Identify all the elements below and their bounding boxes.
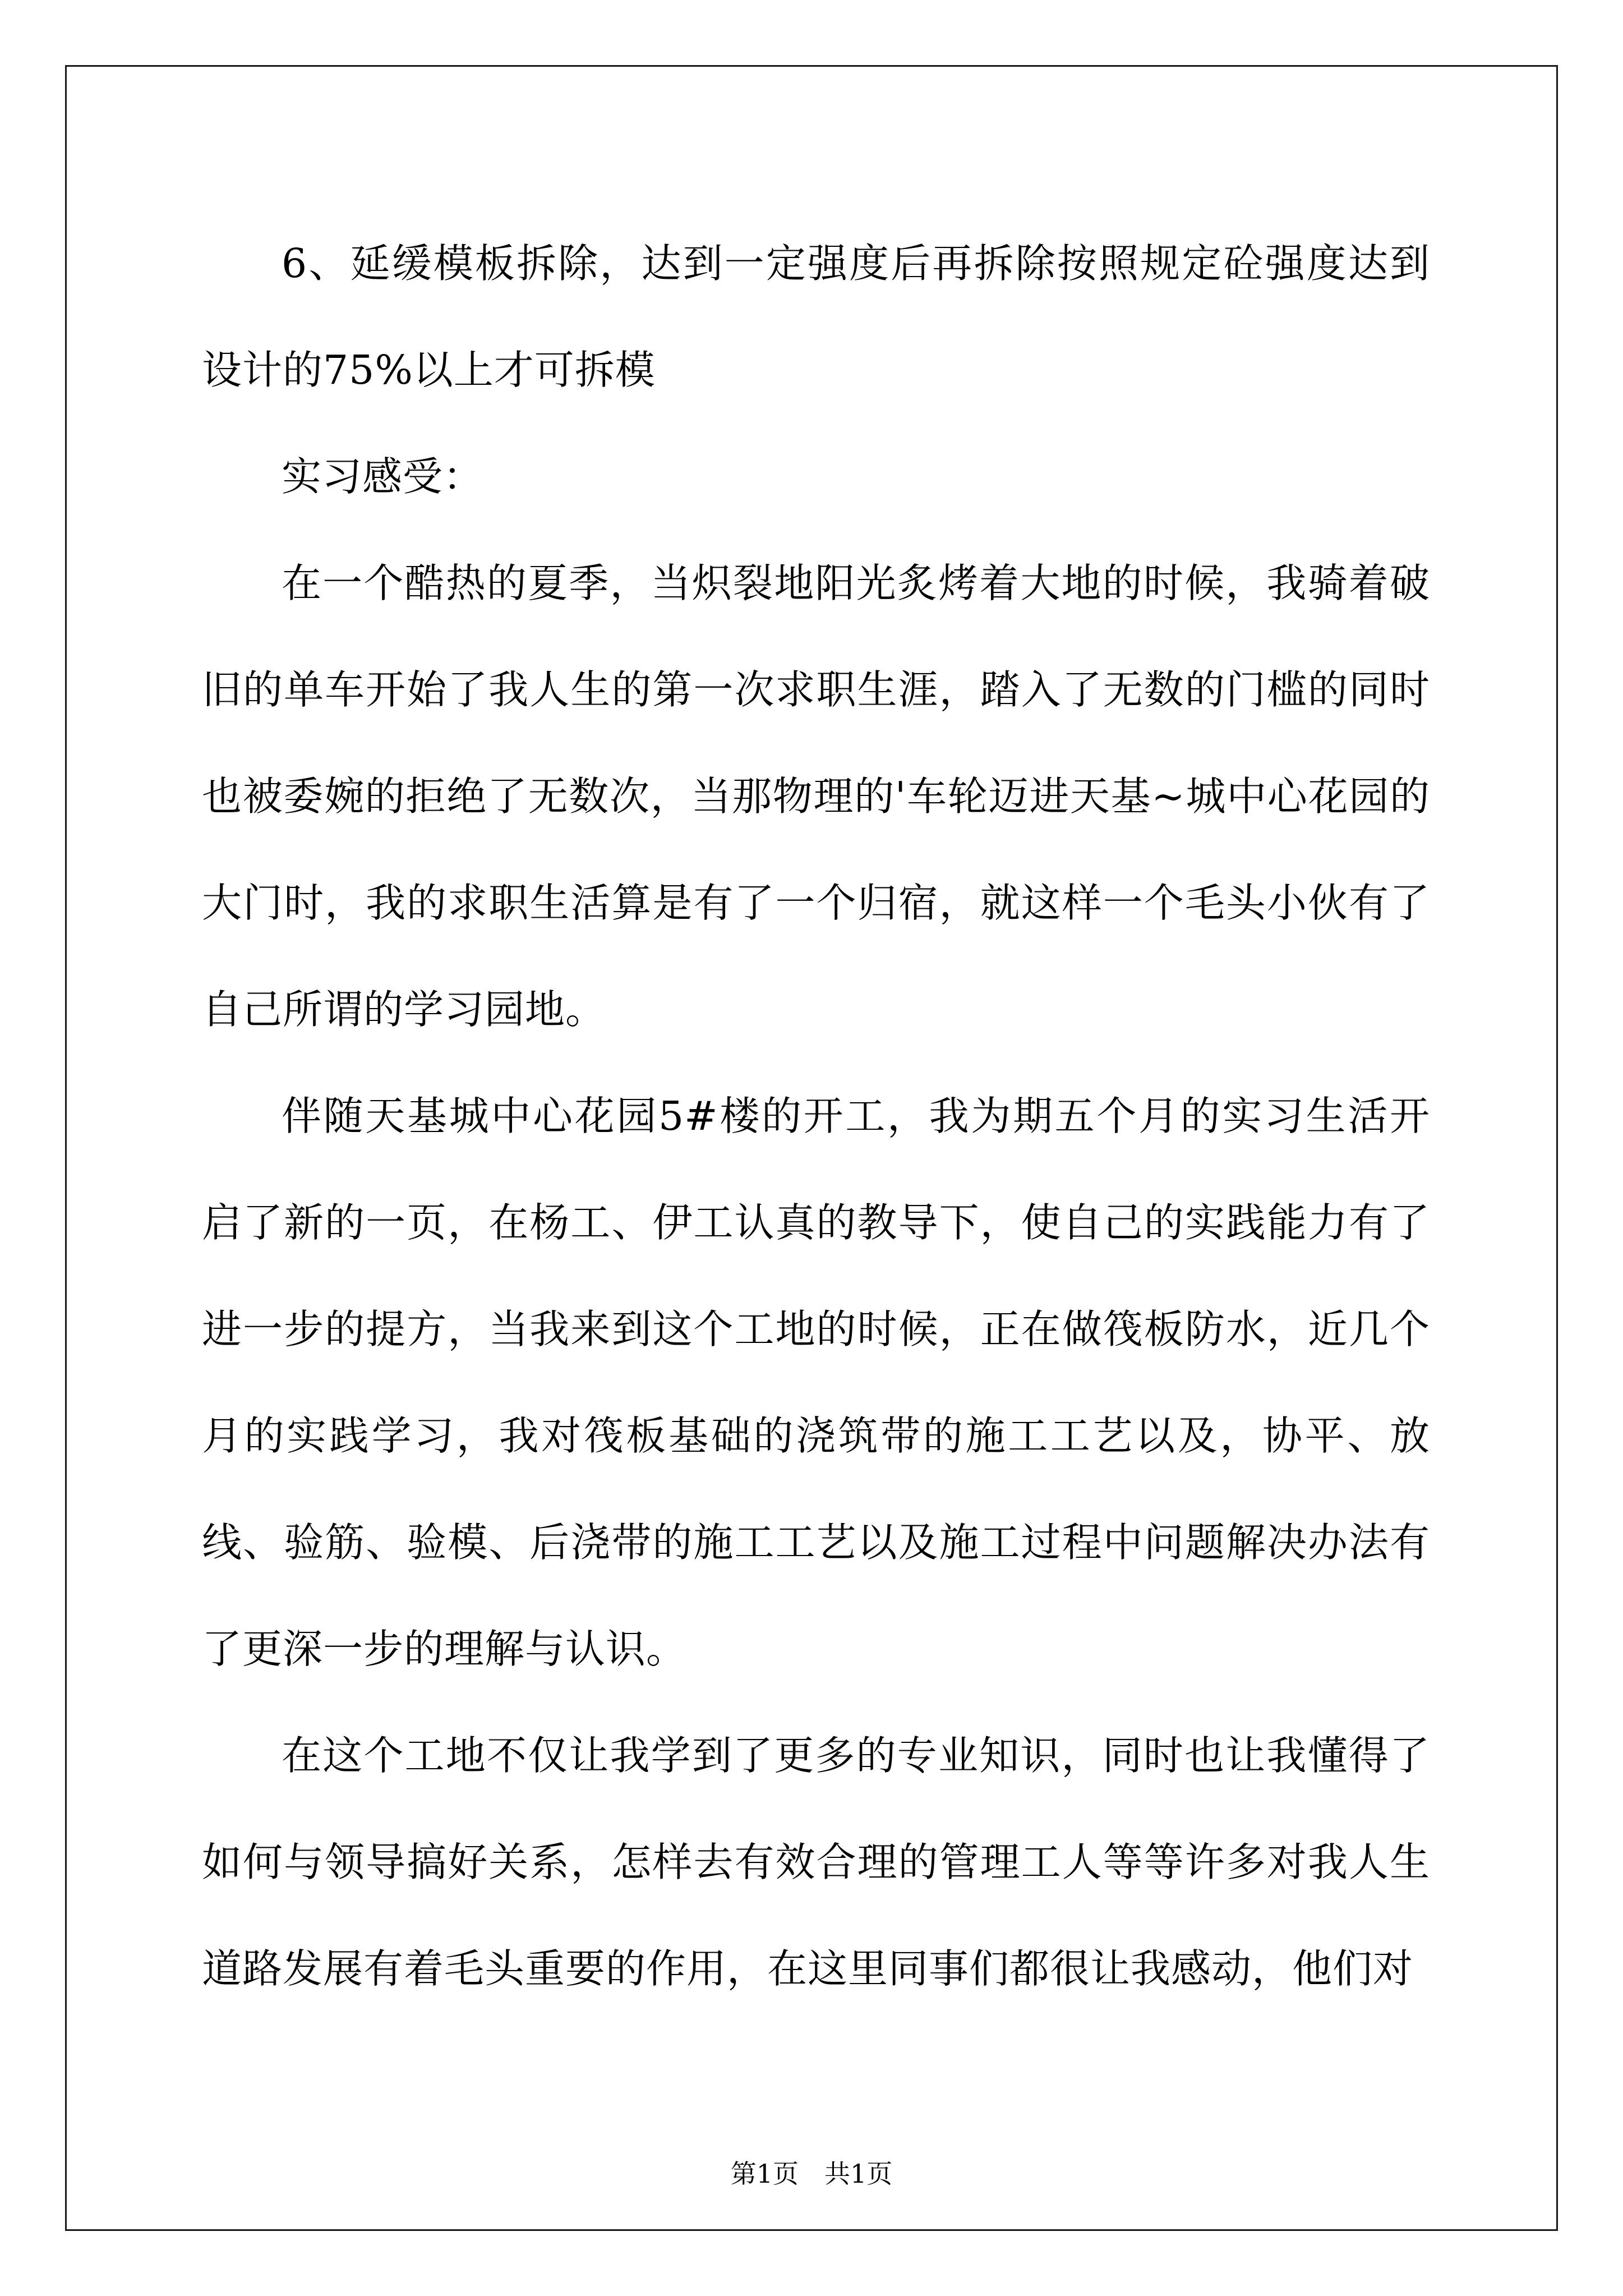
- paragraph-workplace-lessons: 在这个工地不仅让我学到了更多的专业知识，同时也让我懂得了如何与领导搞好关系，怎样去有效合理的管理工人等等许多对我人生道路发展有着毛头重要的作用，在这里同事们都很让我感动，他们对: [202, 1732, 1430, 1992]
- paragraph-job-search: 在一个酷热的夏季，当炽裂地阳光炙烤着大地的时候，我骑着破旧的单车开始了我人生的第一次求职生涯，踏入了无数的门槛的同时也被委婉的拒绝了无数次，当那物理的'车轮迈进天基~城中心花园的大门时，我的求职生活算是有了一个归宿，就这样一个毛头小伙有了自己所谓的学习园地。: [202, 560, 1430, 1033]
- paragraph-step-6: 6、延缓模板拆除，达到一定强度后再拆除按照规定砼强度达到设计的75%以上才可拆模: [202, 240, 1430, 393]
- page-footer: 第1页 共1页: [730, 2159, 893, 2189]
- paragraph-internship-start: 伴随天基城中心花园5#楼的开工，我为期五个月的实习生活开启了新的一页，在杨工、伊工认真的教导下，使自己的实践能力有了进一步的提方，当我来到这个工地的时候，正在做筏板防水，近几个月的实践学习，我对筏板基础的浇筑带的施工工艺以及，协平、放线、验筋、验模、后浇带的施工工艺以及施工过程中问题解决办法有了更深一步的理解与认识。: [202, 1093, 1430, 1672]
- document-body: [202, 210, 1430, 2022]
- paragraph-heading-internship-feelings: 实习感受：: [282, 453, 484, 500]
